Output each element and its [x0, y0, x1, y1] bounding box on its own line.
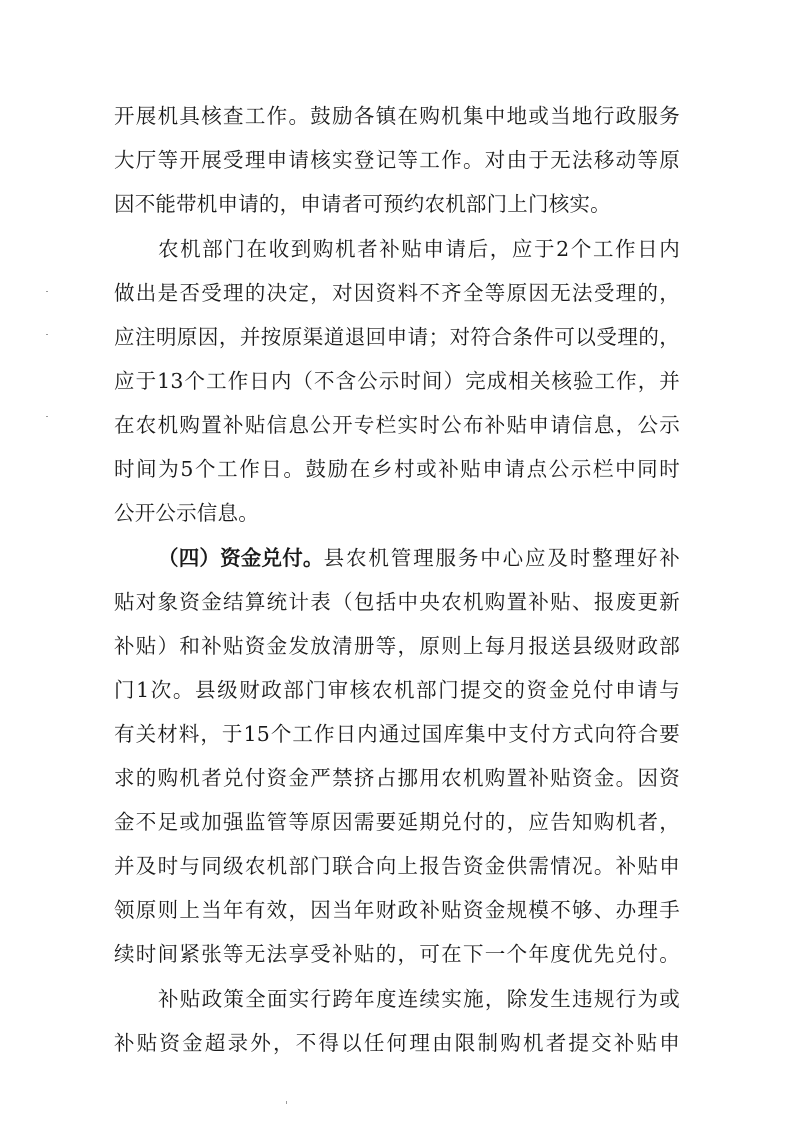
paragraph-3-line-8: 并及时与同级农机部门联合向上报告资金供需情况。补贴申	[114, 854, 680, 878]
paragraph-3-line-2: 贴对象资金结算统计表（包括中央农机购置补贴、报废更新	[114, 590, 680, 614]
scan-speck	[286, 1101, 287, 1104]
paragraph-2-line-3: 应注明原因，并按原渠道退回申请；对符合条件可以受理的，	[114, 325, 680, 349]
paragraph-2-line-1: 农机部门在收到购机者补贴申请后，应于2个工作日内	[158, 237, 680, 261]
paragraph-3-line-6: 求的购机者兑付资金严禁挤占挪用农机购置补贴资金。因资	[114, 766, 680, 790]
paragraph-2-line-5: 在农机购置补贴信息公开专栏实时公布补贴申请信息，公示	[114, 413, 680, 437]
section-heading-rest: 县农机管理服务中心应及时整理好补	[323, 546, 680, 570]
paragraph-1-line-3: 因不能带机申请的，申请者可预约农机部门上门核实。	[114, 192, 611, 216]
paragraph-2-line-4: 应于13个工作日内（不含公示时间）完成相关核验工作，并	[114, 369, 680, 393]
paragraph-2-line-7: 公开公示信息。	[114, 501, 259, 525]
paragraph-3-line-7: 金不足或加强监管等原因需要延期兑付的，应告知购机者，	[114, 810, 680, 834]
paragraph-3-line-9: 领原则上当年有效，因当年财政补贴资金规模不够、办理手	[114, 898, 680, 922]
scan-speck	[46, 416, 48, 417]
scan-speck	[46, 334, 48, 335]
paragraph-3-line-5: 有关材料，于15个工作日内通过国库集中支付方式向符合要	[114, 722, 680, 746]
scan-speck	[46, 291, 48, 292]
paragraph-3-line-4: 门1次。县级财政部门审核农机部门提交的资金兑付申请与	[114, 678, 680, 702]
paragraph-3-line-1	[158, 548, 680, 569]
paragraph-4-line-2: 补贴资金超录外，不得以任何理由限制购机者提交补贴申	[114, 1031, 680, 1055]
paragraph-2-line-6: 时间为5个工作日。鼓励在乡村或补贴申请点公示栏中同时	[114, 457, 680, 481]
section-heading: （四）资金兑付。	[158, 546, 324, 570]
paragraph-3-line-10: 续时间紧张等无法享受补贴的，可在下一个年度优先兑付。	[114, 942, 680, 966]
paragraph-4-line-1: 补贴政策全面实行跨年度连续实施，除发生违规行为或	[158, 987, 680, 1011]
paragraph-1-line-1: 开展机具核查工作。鼓励各镇在购机集中地或当地行政服务	[114, 104, 680, 128]
paragraph-3-line-3: 补贴）和补贴资金发放清册等，原则上每月报送县级财政部	[114, 634, 680, 658]
paragraph-1-line-2: 大厅等开展受理申请核实登记等工作。对由于无法移动等原	[114, 148, 680, 172]
paragraph-2-line-2: 做出是否受理的决定，对因资料不齐全等原因无法受理的，	[114, 281, 680, 305]
